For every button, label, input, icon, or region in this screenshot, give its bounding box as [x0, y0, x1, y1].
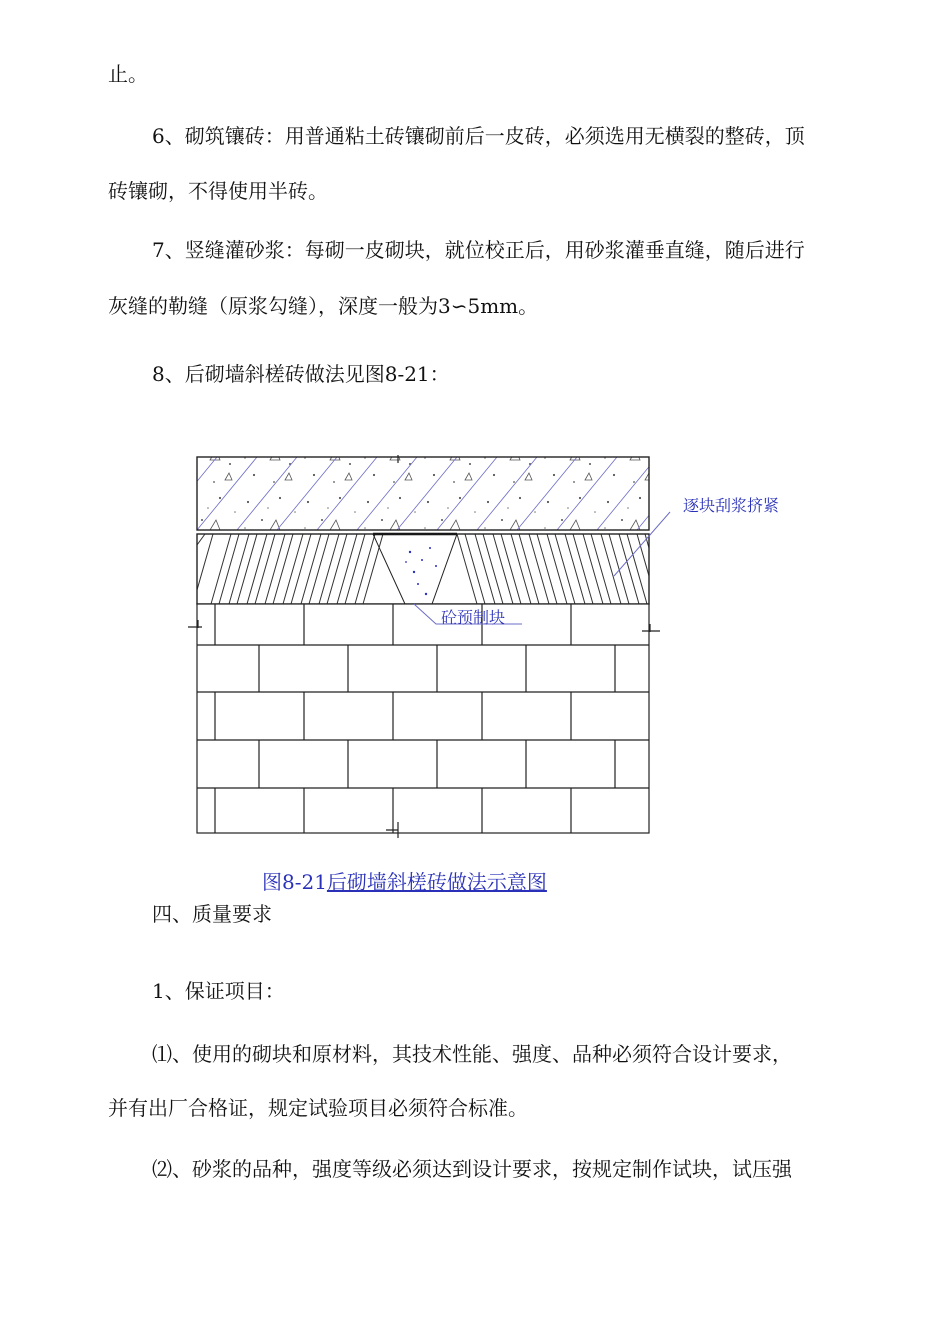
paragraph-6-line-1 [108, 108, 908, 165]
item-2-text-1: ⑵、砂浆的品种，强度等级必须达到设计要求，按规定制作试块，试压强 [152, 1157, 792, 1181]
paragraph-continuation: 止。 [108, 62, 148, 86]
item-1-line-2: 并有出厂合格证，规定试验项目必须符合标准。 [108, 1096, 528, 1120]
slanted-brick-row [193, 534, 665, 604]
concrete-slab [157, 457, 697, 530]
subsection-1 [108, 963, 908, 1020]
paragraph-6-text-1: 6、砌筑镶砖：用普通粘土砖镶砌前后一皮砖，必须选用无横裂的整砖，顶 [152, 124, 805, 148]
paragraph-7-line-2: 灰缝的勒缝（原浆勾缝），深度一般为3∽5mm。 [108, 294, 539, 318]
paragraph-6-line-2: 砖镶砌，不得使用半砖。 [108, 179, 328, 203]
item-1-text-1: ⑴、使用的砌块和原材料，其技术性能、强度、品种必须符合设计要求， [152, 1042, 792, 1066]
caption-title: 后砌墙斜槎砖做法示意图 [326, 870, 547, 894]
section-heading-4 [108, 886, 908, 943]
diagram-slanted-brick [180, 448, 780, 848]
subsection-1-text: 1、保证项目： [152, 979, 285, 1003]
section-heading-4-text: 四、质量要求 [152, 902, 272, 926]
item-1-line-1 [108, 1026, 908, 1083]
paragraph-8-text: 8、后砌墙斜槎砖做法见图8-21： [152, 362, 450, 386]
caption-number: 图8-21 [262, 870, 327, 894]
label-precast-block: 砼预制块 [441, 608, 506, 627]
paragraph-8 [108, 346, 908, 403]
paragraph-7-text-1: 7、竖缝灌砂浆：每砌一皮砌块，就位校正后，用砂浆灌垂直缝，随后进行 [152, 238, 805, 262]
label-scrape-mortar: 逐块刮浆挤紧 [683, 496, 780, 515]
item-2-line-1 [108, 1141, 908, 1198]
paragraph-7-line-1 [108, 222, 908, 279]
brick-wall [197, 604, 649, 833]
